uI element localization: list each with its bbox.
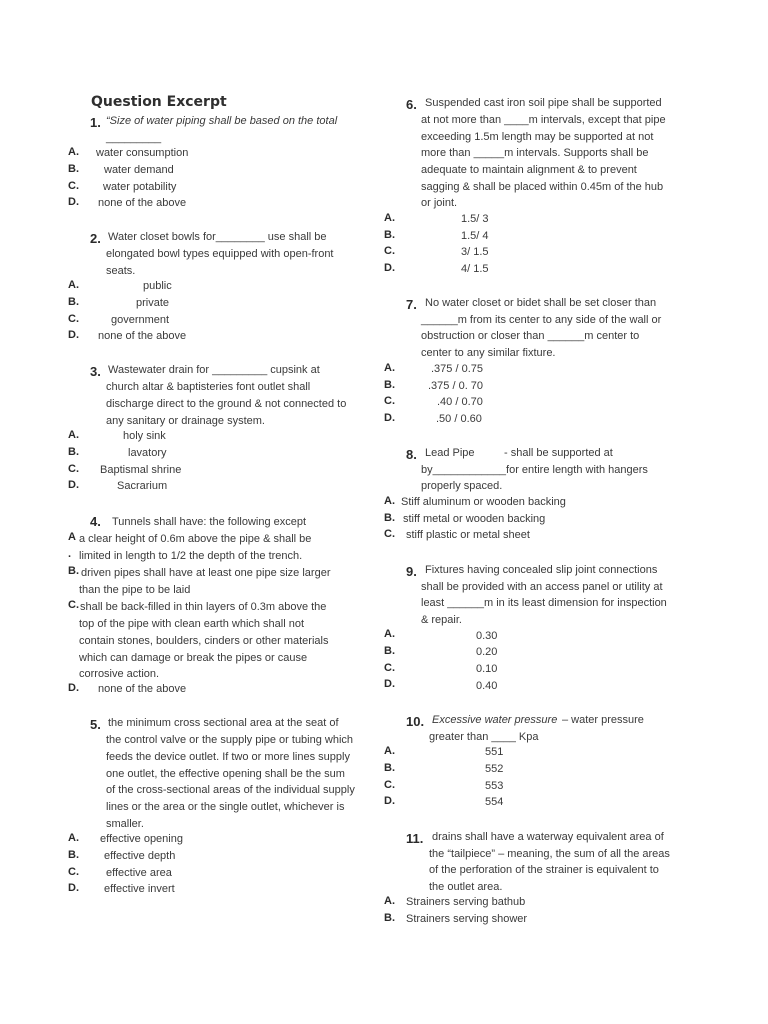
question-text: smaller. bbox=[106, 818, 144, 830]
option-label: B. bbox=[68, 446, 79, 458]
option-label: C. bbox=[68, 599, 79, 611]
option-label: B. bbox=[384, 645, 395, 657]
option-text: water consumption bbox=[96, 147, 189, 159]
option-text: none of the above bbox=[98, 330, 187, 342]
question-text: drains shall have a waterway equivalent area of bbox=[432, 831, 664, 843]
option-text: Strainers serving bathub bbox=[406, 896, 526, 908]
question-text: by____________for entire length with hangers bbox=[421, 464, 648, 476]
option-text: water potability bbox=[103, 181, 177, 193]
option-label: D. bbox=[384, 412, 395, 424]
page-title: Question Excerpt bbox=[91, 94, 227, 110]
option-label: . bbox=[68, 548, 72, 560]
question-text: sagging & shall be placed within 0.45m of the hub bbox=[421, 181, 664, 193]
option-label: A. bbox=[384, 895, 395, 907]
question-number: 11. bbox=[406, 831, 424, 846]
option-label: C. bbox=[68, 180, 79, 192]
option-text: Stiff aluminum or wooden backing bbox=[401, 496, 566, 508]
question-text: lines or the area or the single outlet, whichever is bbox=[106, 801, 345, 813]
question-number: 1. bbox=[90, 115, 101, 130]
option-label: A. bbox=[384, 495, 395, 507]
option-text: top of the pipe with clean earth which shall not bbox=[79, 618, 305, 630]
option-label: B. bbox=[68, 163, 79, 175]
option-label: D. bbox=[68, 479, 79, 491]
question-text: any sanitary or drainage system. bbox=[106, 415, 265, 427]
question-text: the minimum cross sectional area at the seat of bbox=[108, 717, 339, 729]
question-text: Tunnels shall have: the following except bbox=[112, 516, 307, 528]
option-text: effective invert bbox=[104, 883, 175, 895]
question-text: the outlet area. bbox=[429, 881, 503, 893]
question-text: “Size of water piping shall be based on the total bbox=[106, 115, 338, 127]
option-label: D. bbox=[68, 329, 79, 341]
option-text: Sacrarium bbox=[117, 480, 168, 492]
question-number: 9. bbox=[406, 564, 417, 579]
option-label: C. bbox=[384, 779, 395, 791]
option-text: government bbox=[111, 314, 170, 326]
option-text: holy sink bbox=[123, 430, 166, 442]
option-text: .375 / 0.75 bbox=[431, 363, 483, 375]
option-text: 553 bbox=[485, 780, 504, 792]
option-text: .40 / 0.70 bbox=[437, 396, 483, 408]
option-label: A. bbox=[68, 146, 79, 158]
option-text: water demand bbox=[104, 164, 174, 176]
question-text: feeds the device outlet. If two or more lines supply bbox=[106, 751, 350, 763]
question-text: Suspended cast iron soil pipe shall be supported bbox=[425, 97, 662, 109]
question-text: – water pressure bbox=[562, 714, 644, 726]
option-text: .375 / 0. 70 bbox=[428, 380, 484, 392]
option-text: 0.10 bbox=[476, 663, 498, 675]
option-text: stiff plastic or metal sheet bbox=[406, 529, 530, 541]
option-label: C. bbox=[68, 866, 79, 878]
option-text: private bbox=[136, 297, 170, 309]
option-label: A bbox=[68, 531, 76, 543]
option-text: 1.5/ 4 bbox=[461, 230, 489, 242]
question-text: one outlet, the effective opening shall be the sum bbox=[106, 768, 345, 780]
question-text: church altar & baptisteries font outlet shall bbox=[106, 381, 311, 393]
option-text: 0.40 bbox=[476, 680, 498, 692]
question-text: Wastewater drain for _________ cupsink at bbox=[108, 364, 320, 376]
option-label: C. bbox=[384, 395, 395, 407]
option-label: B. bbox=[384, 379, 395, 391]
option-text: 1.5/ 3 bbox=[461, 213, 489, 225]
question-number: 6. bbox=[406, 97, 417, 112]
option-label: C. bbox=[384, 528, 395, 540]
option-text: 552 bbox=[485, 763, 504, 775]
question-number: 3. bbox=[90, 364, 101, 379]
question-text: obstruction or closer than ______m center to bbox=[421, 330, 640, 342]
question-text: or joint. bbox=[421, 197, 458, 209]
option-label: A. bbox=[68, 279, 79, 291]
question-text: properly spaced. bbox=[421, 480, 503, 492]
option-text: than the pipe to be laid bbox=[79, 584, 191, 596]
question-text: discharge direct to the ground & not connected to bbox=[106, 398, 347, 410]
option-label: C. bbox=[68, 463, 79, 475]
question-number: 5. bbox=[90, 717, 101, 732]
option-label: C. bbox=[68, 313, 79, 325]
option-text: 554 bbox=[485, 796, 504, 808]
option-label: A. bbox=[384, 362, 395, 374]
option-label: A. bbox=[384, 628, 395, 640]
option-text: 0.30 bbox=[476, 630, 498, 642]
question-text: adequate to maintain alignment & to prevent bbox=[421, 164, 637, 176]
question-text: of the cross-sectional areas of the individual supply bbox=[106, 784, 355, 796]
question-text: No water closet or bidet shall be set closer than bbox=[425, 297, 657, 309]
option-label: A. bbox=[384, 212, 395, 224]
question-number: 8. bbox=[406, 447, 417, 462]
option-label: B. bbox=[68, 296, 79, 308]
question-text: elongated bowl types equipped with open-front bbox=[106, 248, 334, 260]
option-text: none of the above bbox=[98, 197, 187, 209]
question-text: of the perforation of the strainer is equivalent to bbox=[429, 864, 659, 876]
option-text: stiff metal or wooden backing bbox=[403, 513, 546, 525]
option-text: limited in length to 1/2 the depth of the trench. bbox=[79, 550, 303, 562]
option-label: D. bbox=[68, 882, 79, 894]
question-text: greater than ____ Kpa bbox=[429, 731, 539, 743]
question-text: Water closet bowls for________ use shall be bbox=[108, 231, 327, 243]
question-text: shall be provided with an access panel or utility at bbox=[421, 581, 663, 593]
option-label: B. bbox=[384, 229, 395, 241]
option-label: A. bbox=[68, 429, 79, 441]
question-text: Excessive water pressure bbox=[432, 714, 558, 726]
option-text: which can damage or break the pipes or cause bbox=[79, 652, 308, 664]
question-text: ______m from its center to any side of the wall or bbox=[421, 314, 662, 326]
option-text: none of the above bbox=[98, 683, 187, 695]
option-label: D. bbox=[68, 196, 79, 208]
option-label: C. bbox=[384, 662, 395, 674]
option-text: 3/ 1.5 bbox=[461, 246, 489, 258]
option-text: 0.20 bbox=[476, 646, 498, 658]
option-label: B. bbox=[68, 565, 79, 577]
question-text: seats. bbox=[106, 265, 136, 277]
option-text: lavatory bbox=[128, 447, 167, 459]
option-label: B. bbox=[384, 762, 395, 774]
question-text: least ______m in its least dimension for inspection bbox=[421, 597, 667, 609]
option-text: .50 / 0.60 bbox=[436, 413, 482, 425]
question-number: 2. bbox=[90, 231, 101, 246]
question-number: 7. bbox=[406, 297, 417, 312]
option-text: 4/ 1.5 bbox=[461, 263, 489, 275]
option-text: effective area bbox=[106, 867, 172, 879]
option-label: B. bbox=[384, 512, 395, 524]
question-text: the “tailpiece” – meaning, the sum of all the areas bbox=[429, 848, 670, 860]
option-text: 551 bbox=[485, 746, 504, 758]
option-label: B. bbox=[384, 912, 395, 924]
question-number: 10. bbox=[406, 714, 425, 729]
question-text: the control valve or the supply pipe or tubing which bbox=[106, 734, 354, 746]
option-text: effective depth bbox=[104, 850, 176, 862]
option-label: D. bbox=[68, 682, 79, 694]
option-text: corrosive action. bbox=[79, 668, 160, 680]
question-text: & repair. bbox=[421, 614, 462, 626]
question-text: - shall be supported at bbox=[504, 447, 613, 459]
question-text: center to any similar fixture. bbox=[421, 347, 556, 359]
option-label: D. bbox=[384, 678, 395, 690]
question-text: Lead Pipe bbox=[425, 447, 475, 459]
question-text: more than _____m intervals. Supports shall be bbox=[421, 147, 649, 159]
question-text: _________ bbox=[106, 132, 162, 144]
option-text: a clear height of 0.6m above the pipe & shall be bbox=[79, 533, 312, 545]
option-label: C. bbox=[384, 245, 395, 257]
option-label: D. bbox=[384, 262, 395, 274]
option-text: Baptismal shrine bbox=[100, 464, 182, 476]
question-number: 4. bbox=[90, 514, 101, 529]
option-text: contain stones, boulders, cinders or other materials bbox=[79, 635, 329, 647]
question-text: at not more than ____m intervals, except that pipe bbox=[421, 114, 666, 126]
option-label: B. bbox=[68, 849, 79, 861]
question-text: Fixtures having concealed slip joint connections bbox=[425, 564, 658, 576]
option-text: public bbox=[143, 280, 172, 292]
option-label: A. bbox=[68, 832, 79, 844]
option-text: shall be back-filled in thin layers of 0.3m above the bbox=[80, 601, 327, 613]
option-label: D. bbox=[384, 795, 395, 807]
question-text: exceeding 1.5m length may be supported at not bbox=[421, 131, 654, 143]
option-text: Strainers serving shower bbox=[406, 913, 528, 925]
option-label: A. bbox=[384, 745, 395, 757]
option-text: effective opening bbox=[100, 833, 183, 845]
option-text: driven pipes shall have at least one pipe size larger bbox=[81, 567, 331, 579]
